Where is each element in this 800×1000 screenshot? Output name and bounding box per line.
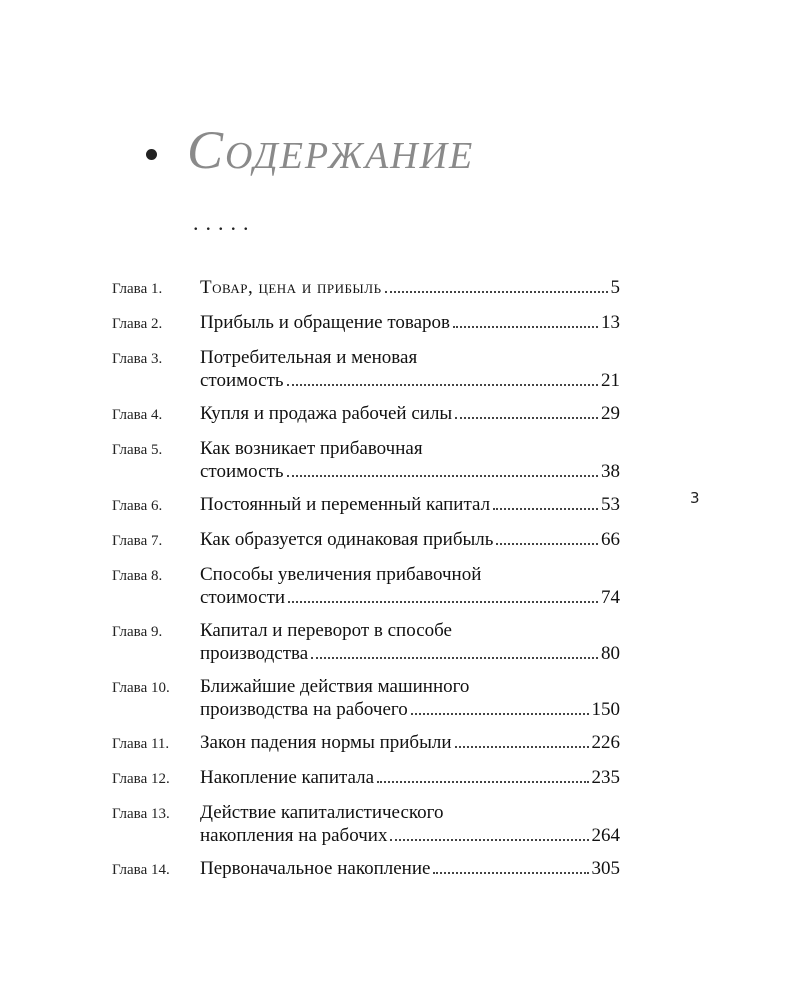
entry-page-number: 66 — [601, 529, 620, 550]
toc-entry[interactable] — [112, 766, 620, 791]
dot-leader — [390, 839, 588, 841]
entry-body — [200, 563, 620, 609]
entry-title: Потребительная и меновая — [200, 347, 418, 368]
entry-title: Действие капиталистического — [200, 802, 444, 823]
dot-leader — [385, 291, 608, 293]
entry-body — [200, 619, 620, 665]
dot-leader — [288, 601, 598, 603]
entry-page-number: 29 — [601, 403, 620, 424]
entry-body — [200, 402, 620, 425]
entry-page-number: 235 — [591, 767, 620, 788]
entry-page-number: 21 — [601, 370, 620, 391]
entry-body — [200, 857, 620, 880]
entry-title: Способы увеличения прибавочной — [200, 564, 482, 585]
entry-body — [200, 528, 620, 551]
entry-page-number: 5 — [610, 277, 620, 298]
entry-page-number: 150 — [591, 699, 620, 720]
chapter-label: Глава 2. — [112, 316, 163, 332]
chapter-label: Глава 6. — [112, 498, 163, 514]
entry-body — [200, 311, 620, 334]
entry-body — [200, 801, 620, 847]
entry-page-number: 53 — [601, 494, 620, 515]
chapter-label: Глава 4. — [112, 407, 163, 423]
chapter-label: Глава 1. — [112, 281, 163, 297]
bullet-icon — [146, 149, 157, 160]
dot-leader — [455, 417, 598, 419]
chapter-label: Глава 12. — [112, 771, 170, 787]
entry-title: Ближайшие действия машинного — [200, 676, 470, 697]
toc-entry[interactable] — [112, 731, 620, 756]
chapter-label: Глава 14. — [112, 862, 170, 878]
entry-page-number: 13 — [601, 312, 620, 333]
entry-body — [200, 346, 620, 392]
entry-page-number: 74 — [601, 587, 620, 608]
page-number: 3 — [690, 489, 700, 507]
toc-entry[interactable] — [112, 857, 620, 882]
toc-entry[interactable] — [112, 563, 620, 609]
toc-entry[interactable] — [112, 276, 620, 301]
chapter-label: Глава 9. — [112, 624, 163, 640]
dot-leader — [377, 781, 588, 783]
entry-page-number: 80 — [601, 643, 620, 664]
dot-leader — [496, 543, 598, 545]
toc-entry[interactable] — [112, 346, 620, 392]
entry-body — [200, 437, 620, 483]
dot-leader — [311, 657, 598, 659]
entry-body — [200, 493, 620, 516]
dot-leader — [433, 872, 588, 874]
entry-title: Капитал и переворот в способе — [200, 620, 452, 641]
chapter-label: Глава 11. — [112, 736, 170, 752]
dot-leader — [411, 713, 589, 715]
entry-page-number: 264 — [591, 825, 620, 846]
dot-leader — [287, 475, 598, 477]
entry-title: Накопление капитала — [200, 767, 375, 788]
entry-title: производства на рабочего — [200, 699, 408, 720]
toc-entry[interactable] — [112, 619, 620, 665]
chapter-label: Глава 13. — [112, 806, 170, 822]
toc-entry[interactable] — [112, 311, 620, 336]
page-title: Содержание — [187, 120, 475, 180]
entry-body — [200, 675, 620, 721]
ornament-dots: ..... — [193, 210, 256, 235]
chapter-label: Глава 7. — [112, 533, 163, 549]
entry-title: накопления на рабочих — [200, 825, 388, 846]
entry-title: Прибыль и обращение товаров — [200, 312, 450, 333]
entry-page-number: 305 — [591, 858, 620, 879]
entry-title: производства — [200, 643, 309, 664]
toc-entry[interactable] — [112, 675, 620, 721]
chapter-label: Глава 10. — [112, 680, 170, 696]
toc-entry[interactable] — [112, 437, 620, 483]
entry-title: Товар, цена и прибыль — [200, 277, 382, 298]
dot-leader — [493, 508, 598, 510]
chapter-label: Глава 8. — [112, 568, 163, 584]
toc-entry[interactable] — [112, 528, 620, 553]
toc-heading — [146, 110, 666, 190]
entry-body — [200, 766, 620, 789]
entry-page-number: 38 — [601, 461, 620, 482]
entry-title: Как образуется одинаковая прибыль — [200, 529, 494, 550]
entry-title: стоимость — [200, 370, 284, 391]
entry-body — [200, 276, 620, 299]
entry-title: стоимость — [200, 461, 284, 482]
entry-title: Первоначальное накопление — [200, 858, 431, 879]
table-of-contents — [112, 276, 620, 892]
entry-title: Купля и продажа рабочей силы — [200, 403, 453, 424]
dot-leader — [287, 384, 598, 386]
dot-leader — [453, 326, 598, 328]
chapter-label: Глава 3. — [112, 351, 163, 367]
entry-page-number: 226 — [591, 732, 620, 753]
chapter-label: Глава 5. — [112, 442, 163, 458]
entry-title: стоимости — [200, 587, 286, 608]
entry-body — [200, 731, 620, 754]
dot-leader — [455, 746, 589, 748]
entry-title: Постоянный и переменный капитал — [200, 494, 491, 515]
entry-title: Как возникает прибавочная — [200, 438, 423, 459]
toc-entry[interactable] — [112, 801, 620, 847]
toc-entry[interactable] — [112, 493, 620, 518]
entry-title: Закон падения нормы прибыли — [200, 732, 452, 753]
toc-entry[interactable] — [112, 402, 620, 427]
